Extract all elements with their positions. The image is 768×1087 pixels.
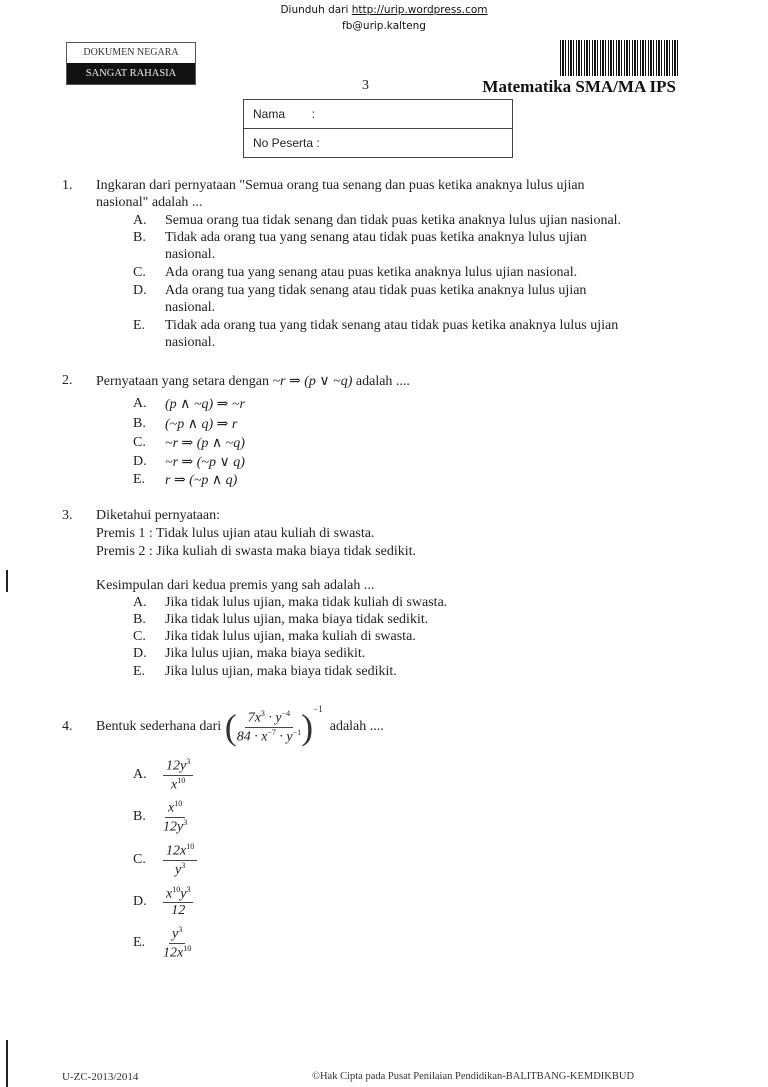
outer-exponent: −1	[313, 704, 323, 714]
premise-2: Premis 2 : Jika kuliah di swasta maka biaya tidak sedikit.	[96, 544, 416, 559]
option	[133, 884, 193, 920]
option-letter: C.	[133, 629, 146, 644]
question-prefix: Bentuk sederhana dari	[96, 719, 222, 734]
exponent: 3	[183, 817, 188, 827]
numerator-term: 12y	[166, 758, 187, 774]
numerator-term: y	[180, 886, 187, 902]
question-number: 1.	[62, 178, 73, 193]
barcode	[560, 40, 678, 76]
question-text: nasional" adalah ...	[96, 195, 203, 210]
option-letter: A.	[133, 595, 147, 610]
numerator-term: x	[168, 800, 175, 816]
secret-label: SANGAT RAHASIA	[67, 63, 195, 84]
fb-notice: fb@urip.kalteng	[342, 20, 426, 32]
option-letter: B.	[133, 416, 146, 431]
option-text: Jika tidak lulus ujian, maka tidak kuliah di swasta.	[165, 595, 448, 610]
option	[133, 757, 193, 793]
option-letter: E.	[133, 664, 146, 679]
option-text: Jika tidak lulus ujian, maka biaya tidak sedikit.	[165, 612, 429, 627]
right-paren: )	[301, 707, 314, 747]
question-text: Ingkaran dari pernyataan "Semua orang tua senang dan puas ketika anaknya lulus ujian	[96, 178, 585, 193]
option-expression: ~r ⇒ (~p ∨ q)	[165, 455, 245, 470]
identity-box	[243, 99, 513, 158]
exam-code: U-ZC-2013/2014	[62, 1071, 139, 1083]
option-letter: E.	[133, 318, 146, 333]
option-text: nasional.	[165, 335, 216, 350]
exponent: 3	[181, 860, 186, 870]
option-letter: A.	[133, 767, 147, 782]
exponent: 10	[174, 798, 183, 808]
denominator-term: 12x	[163, 945, 184, 961]
numerator-term: 12x	[166, 843, 187, 859]
question-prompt: Kesimpulan dari kedua premis yang sah adalah ...	[96, 578, 375, 593]
exponent: 3	[178, 924, 183, 934]
question-number: 4.	[62, 719, 73, 734]
numerator-term: · y	[264, 710, 282, 726]
question-text	[96, 700, 384, 754]
option-fraction	[163, 925, 191, 961]
exponent: −4	[281, 708, 291, 718]
question-prefix: Pernyataan yang setara dengan	[96, 374, 273, 389]
question-text: Diketahui pernyataan:	[96, 508, 221, 523]
option-text: Jika tidak lulus ujian, maka kuliah di swasta.	[165, 629, 416, 644]
option-letter: E.	[133, 472, 146, 487]
fraction-expression	[237, 709, 301, 745]
option-text: nasional.	[165, 247, 216, 262]
option-expression: ~r ⇒ (p ∧ ~q)	[165, 436, 245, 451]
option-text: Ada orang tua yang tidak senang atau tidak puas ketika anaknya lulus ujian	[165, 283, 587, 298]
option-fraction	[163, 885, 193, 920]
option-text: Jika lulus ujian, maka biaya sedikit.	[165, 646, 366, 661]
denominator-term: 12	[171, 903, 186, 919]
exponent: 10	[186, 841, 195, 851]
download-link[interactable]: http://urip.wordpress.com	[351, 4, 488, 16]
option-letter: A.	[133, 396, 147, 411]
exponent: 10	[183, 943, 192, 953]
copyright: ©Hak Cipta pada Pusat Penilaian Pendidikan-BALITBANG-KEMDIKBUD	[312, 1071, 635, 1082]
exponent: −7	[267, 727, 276, 737]
subject-title: Matematika SMA/MA IPS	[482, 77, 676, 96]
question-text	[96, 373, 410, 390]
option-expression: (~p ∧ q) ⇒ r	[165, 417, 238, 432]
option-expression: (p ∧ ~q) ⇒ ~r	[165, 397, 245, 412]
option	[133, 842, 197, 878]
option-text: Semua orang tua tidak senang dan tidak puas ketika anaknya lulus ujian nasional.	[165, 213, 622, 228]
option	[133, 799, 187, 835]
exponent: 10	[172, 884, 181, 894]
exponent: 3	[260, 708, 265, 718]
exponent: −1	[292, 727, 302, 737]
scan-margin-mark	[6, 1040, 8, 1087]
option-letter: A.	[133, 213, 147, 228]
page-number: 3	[362, 78, 369, 93]
participant-field[interactable]: No Peserta :	[244, 128, 512, 157]
exponent: 10	[177, 775, 186, 785]
denominator-term: 84 · x	[236, 729, 268, 745]
document-classification	[66, 42, 196, 85]
option-letter: B.	[133, 612, 146, 627]
option-letter: C.	[133, 852, 146, 867]
option-letter: D.	[133, 894, 147, 909]
left-paren: (	[224, 707, 237, 747]
option-text: nasional.	[165, 300, 216, 315]
download-notice	[0, 4, 768, 16]
question-number: 2.	[62, 373, 73, 388]
name-field[interactable]: Nama :	[253, 107, 316, 121]
option-letter: C.	[133, 265, 146, 280]
question-suffix: adalah ....	[352, 374, 410, 389]
option-letter: B.	[133, 230, 146, 245]
question-suffix: adalah ....	[329, 719, 384, 734]
option-letter: D.	[133, 454, 147, 469]
denominator-term: y	[175, 862, 182, 878]
option-fraction	[163, 757, 193, 793]
option-text: Tidak ada orang tua yang tidak senang atau tidak puas ketika anaknya lulus ujian	[165, 318, 619, 333]
numerator-term: 7x	[247, 710, 261, 726]
logic-expression: ~r ⇒ (p ∨ ~q)	[272, 374, 353, 389]
download-prefix: Diunduh dari	[280, 4, 352, 16]
doc-label: DOKUMEN NEGARA	[83, 47, 179, 58]
option-expression: r ⇒ (~p ∧ q)	[165, 473, 238, 488]
option-letter: C.	[133, 435, 146, 450]
exponent: 3	[186, 756, 191, 766]
scan-margin-mark	[6, 570, 8, 592]
option-text: Tidak ada orang tua yang senang atau tidak puas ketika anaknya lulus ujian	[165, 230, 587, 245]
exponent: 3	[186, 884, 191, 894]
option-fraction	[163, 842, 197, 878]
option-letter: B.	[133, 809, 146, 824]
denominator-term: 12y	[163, 819, 184, 835]
question-number: 3.	[62, 508, 73, 523]
denominator-term: x	[171, 777, 178, 793]
option	[133, 925, 191, 961]
option-letter: D.	[133, 646, 147, 661]
numerator-term: y	[172, 926, 179, 942]
denominator-term: · y	[275, 729, 293, 745]
option-text: Jika lulus ujian, maka biaya tidak sedikit.	[165, 664, 397, 679]
option-fraction	[163, 799, 187, 835]
option-text: Ada orang tua yang senang atau puas ketika anaknya lulus ujian nasional.	[165, 265, 578, 280]
premise-1: Premis 1 : Tidak lulus ujian atau kuliah di swasta.	[96, 526, 375, 541]
numerator-term: x	[166, 886, 173, 902]
option-letter: D.	[133, 283, 147, 298]
option-letter: E.	[133, 935, 146, 950]
